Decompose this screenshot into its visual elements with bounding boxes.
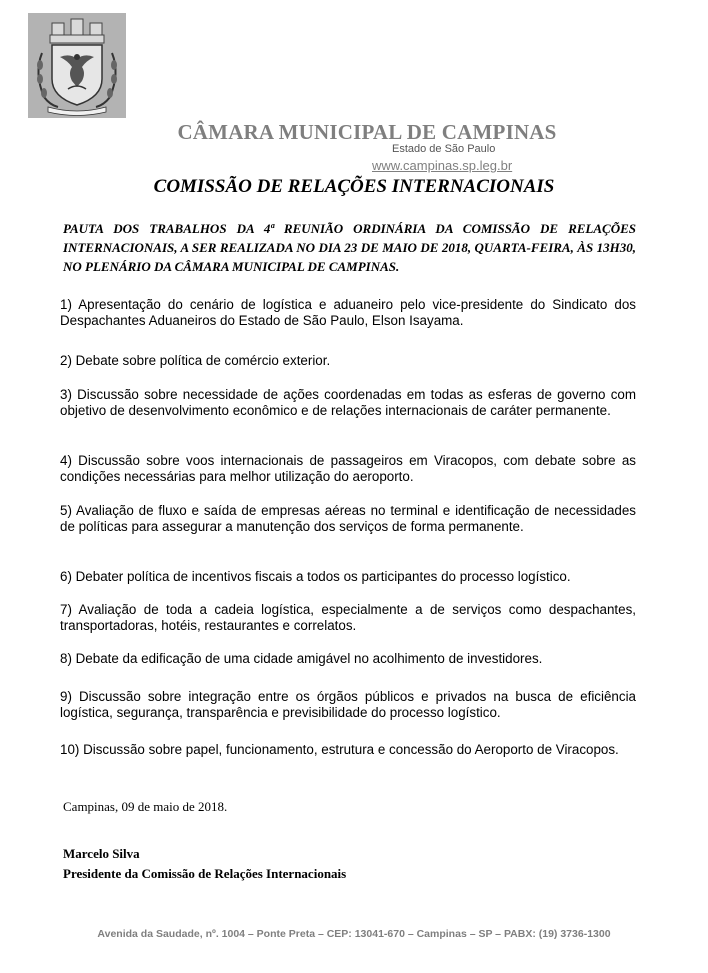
date-line: Campinas, 09 de maio de 2018.	[63, 799, 228, 814]
institution-name: CÂMARA MUNICIPAL DE CAMPINAS	[177, 120, 557, 144]
footer-address: Avenida da Saudade, nº. 1004 – Ponte Preta – CEP: 13041-670 – Campinas – SP – PABX: (19) 3736-1300	[97, 928, 611, 940]
agenda-item: 2) Debate sobre política de comércio exterior.	[60, 353, 331, 368]
coat-of-arms-icon	[28, 13, 126, 118]
agenda-intro: PAUTA DOS TRABALHOS DA 4ª REUNIÃO ORDINÁRIA DA COMISSÃO DE RELAÇÕES INTERNACIONAIS, A SER REALIZADA NO DIA 23 DE MAIO DE 2018, QUARTA-FEIRA, ÀS 13H30, NO PLENÁRIO DA CÂMARA MUNICIPAL DE CAMPINAS.	[63, 221, 636, 274]
website-link[interactable]: www.campinas.sp.leg.br	[372, 158, 513, 173]
agenda-item: 1) Apresentação do cenário de logística e aduaneiro pelo vice-presidente do Sindicato dos Despachantes Aduaneiros do Estado de São Paulo, Elson Isayama.	[60, 297, 636, 328]
agenda-item: 10) Discussão sobre papel, funcionamento, estrutura e concessão do Aeroporto de Viracopos.	[60, 742, 619, 757]
agenda-item: 4) Discussão sobre voos internacionais de passageiros em Viracopos, com debate sobre as condições necessárias para melhor utilização do aeroporto.	[60, 453, 636, 484]
signatory-name: Marcelo Silva	[63, 846, 140, 861]
agenda-item: 7) Avaliação de toda a cadeia logística, especialmente a de serviços como despachantes, transportadoras, hotéis, restaurantes e correlatos.	[60, 602, 636, 633]
document-title: COMISSÃO DE RELAÇÕES INTERNACIONAIS	[153, 176, 555, 197]
agenda-item: 3) Discussão sobre necessidade de ações coordenadas em todas as esferas de governo com objetivo de desenvolvimento econômico e de relações internacionais de caráter permanente.	[60, 387, 636, 418]
agenda-item: 9) Discussão sobre integração entre os órgãos públicos e privados na busca de eficiência logística, segurança, transparência e previsibilidade do processo logístico.	[60, 689, 636, 720]
agenda-item: 5) Avaliação de fluxo e saída de empresas aéreas no terminal e identificação de necessidades de políticas para assegurar a manutenção dos serviços de forma permanente.	[60, 503, 636, 534]
agenda-item: 8) Debate da edificação de uma cidade amigável no acolhimento de investidores.	[60, 651, 543, 666]
signatory-role: Presidente da Comissão de Relações Internacionais	[63, 866, 347, 881]
state-name: Estado de São Paulo	[392, 143, 496, 155]
agenda-item: 6) Debater política de incentivos fiscais a todos os participantes do processo logístico.	[60, 569, 571, 584]
